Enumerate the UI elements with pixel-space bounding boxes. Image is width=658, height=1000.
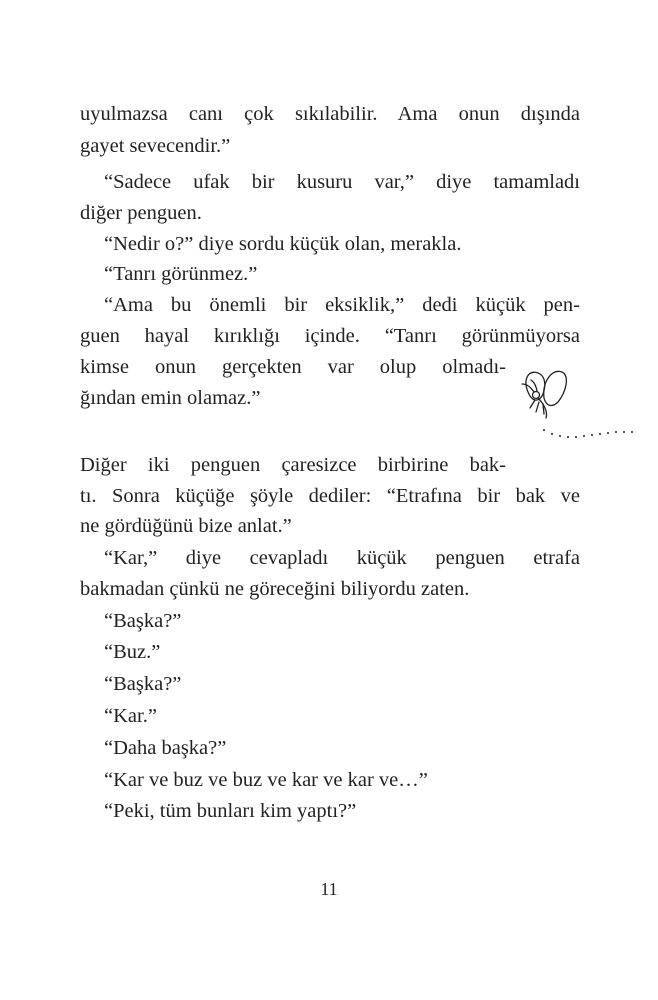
butterfly-head: [533, 392, 540, 399]
text-line-14: “Kar,” diye cevapladı küçük penguen etrafa: [104, 547, 580, 569]
text-line-7: “Ama bu önemli bir eksiklik,” dedi küçük pen-: [104, 294, 580, 316]
text-line-3: “Sadece ufak bir kusuru var,” diye tamamladı: [104, 171, 580, 193]
text-line-15: bakmadan çünkü ne göreceğini biliyordu zaten.: [80, 578, 470, 600]
text-line-5: “Nedir o?” diye sordu küçük olan, merakla.: [104, 233, 462, 255]
butterfly-leg-1: [530, 400, 535, 408]
text-line-17: “Buz.”: [104, 641, 161, 663]
text-line-18: “Başka?”: [104, 673, 182, 695]
text-line-1: uyulmazsa canı çok sıkılabilir. Ama onun dışında: [80, 103, 580, 125]
text-line-2: gayet sevecendir.”: [80, 135, 231, 157]
text-line-6: “Tanrı görünmez.”: [104, 263, 258, 285]
text-line-9: kimse onun gerçekten var olup olmadı-: [80, 356, 506, 378]
text-line-10: ğından emin olamaz.”: [80, 387, 261, 409]
text-line-12: tı. Sonra küçüğe şöyle dediler: “Etrafına bir bak ve: [80, 485, 580, 507]
text-line-8: guen hayal kırıklığı içinde. “Tanrı görünmüyorsa: [80, 325, 580, 347]
butterfly-leg-2: [536, 402, 539, 412]
text-line-13: ne gördüğünü bize anlat.”: [80, 515, 292, 537]
text-line-19: “Kar.”: [104, 705, 157, 727]
text-line-22: “Peki, tüm bunları kim yaptı?”: [104, 800, 357, 822]
butterfly-flight-trail: [543, 429, 633, 438]
butterfly-wing-right: [544, 371, 567, 405]
text-line-16: “Başka?”: [104, 610, 182, 632]
butterfly-icon: [500, 362, 640, 446]
text-line-11: Diğer iki penguen çaresizce birbirine bak-: [80, 454, 506, 476]
text-line-20: “Daha başka?”: [104, 737, 227, 759]
text-line-4: diğer penguen.: [80, 202, 202, 224]
text-line-21: “Kar ve buz ve buz ve kar ve kar ve…”: [104, 769, 428, 791]
page-number: 11: [320, 879, 338, 899]
